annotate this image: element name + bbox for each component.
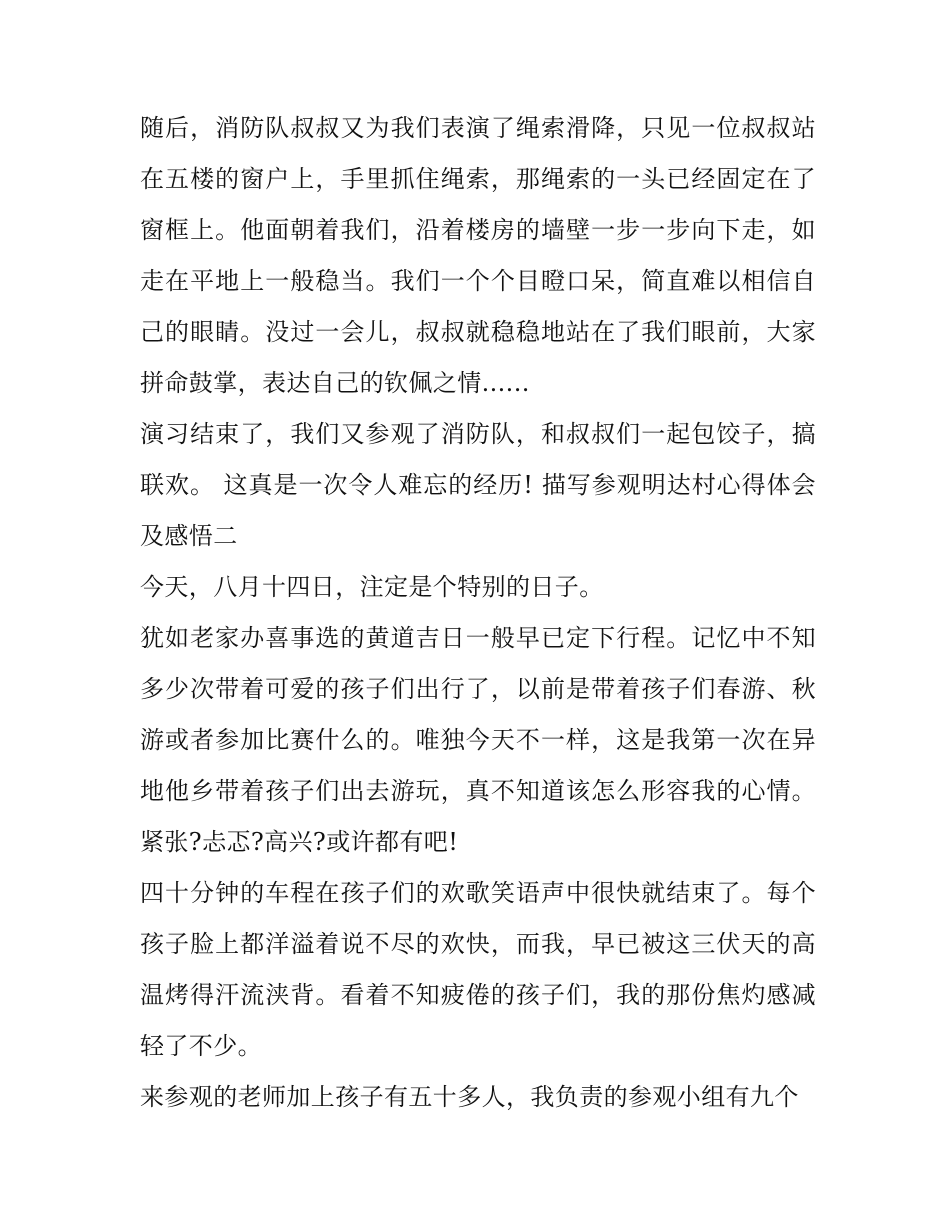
paragraph-bus-ride: 四十分钟的车程在孩子们的欢歌笑语声中很快就结束了。每个孩子脸上都洋溢着说不尽的欢快，而我，早已被这三伏天的高温烤得汗流浃背。看着不知疲倦的孩子们，我的那份焦灼感减轻了不少。	[140, 879, 816, 1060]
paragraph-today: 今天，八月十四日，注定是个特别的日子。	[140, 573, 604, 601]
paragraph-visitors: 来参观的老师加上孩子有五十多人，我负责的参观小组有九个	[140, 1083, 799, 1111]
document-body	[140, 103, 816, 1123]
paragraph-rope-descent: 随后，消防队叔叔又为我们表演了绳索滑降，只见一位叔叔站在五楼的窗户上，手里抓住绳索，那绳索的一头已经固定在了窗框上。他面朝着我们，沿着楼房的墙壁一步一步向下走，如走在平地上一般稳当。我们一个个目瞪口呆，简直难以相信自己的眼睛。没过一会儿，叔叔就稳稳地站在了我们眼前，大家拼命鼓掌，表达自己的钦佩之情......	[140, 114, 816, 397]
paragraph-drill-ending: 演习结束了，我们又参观了消防队，和叔叔们一起包饺子，搞联欢。 这真是一次令人难忘的经历! 描写参观明达村心得体会及感悟二	[140, 420, 816, 550]
paragraph-itinerary: 犹如老家办喜事选的黄道吉日一般早已定下行程。记忆中不知多少次带着可爱的孩子们出行了，以前是带着孩子们春游、秋游或者参加比赛什么的。唯独今天不一样，这是我第一次在异地他乡带着孩子们出去游玩，真不知道该怎么形容我的心情。紧张?忐忑?高兴?或许都有吧!	[140, 624, 816, 856]
